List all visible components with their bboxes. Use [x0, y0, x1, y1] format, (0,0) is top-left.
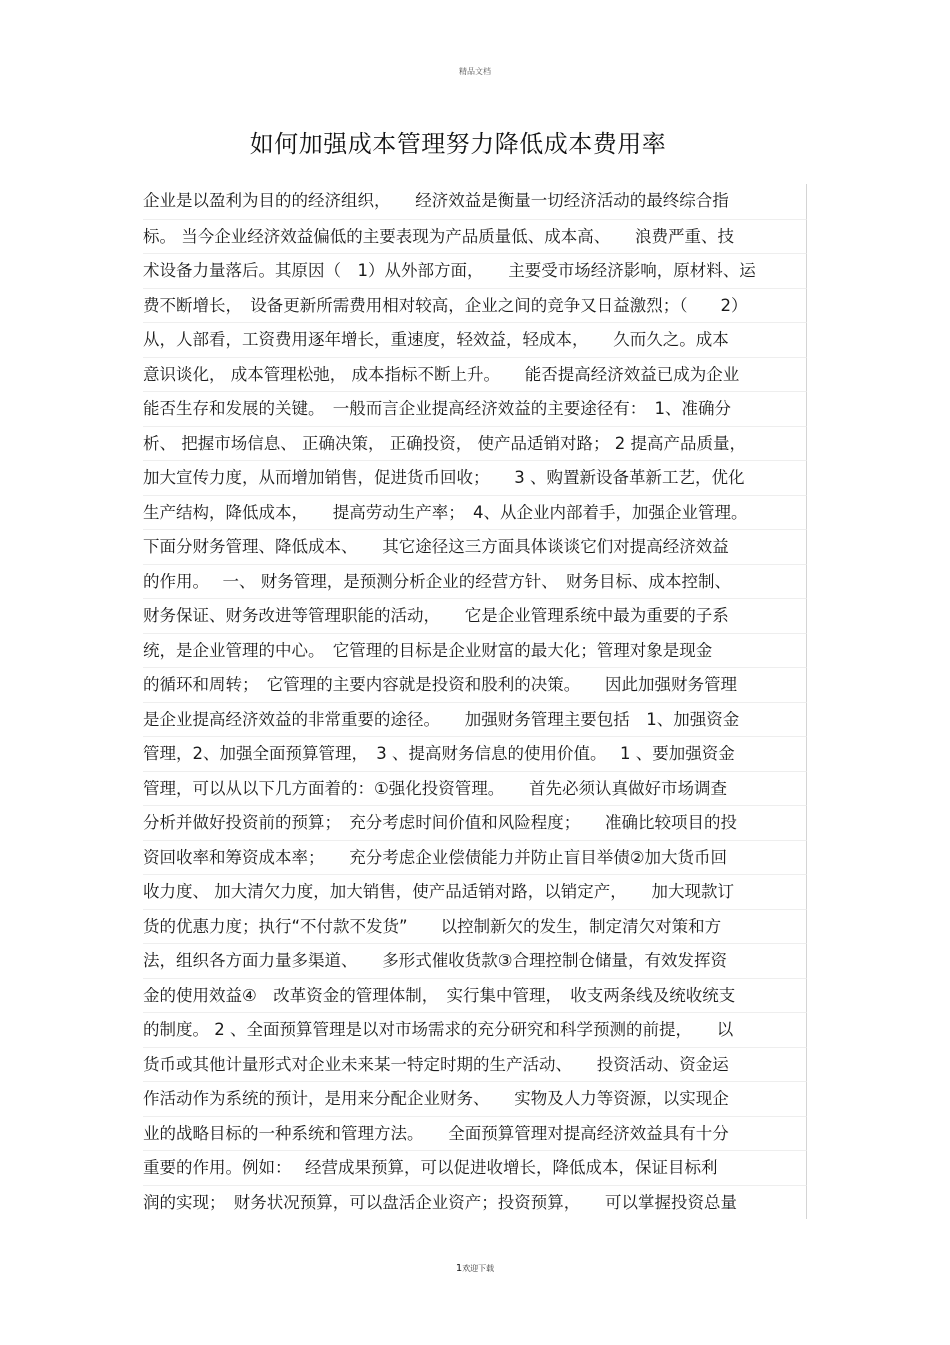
- body-line: 收力度、 加大清欠力度，加大销售，使产品适销对路，以销定产， 加大现款订: [143, 874, 807, 909]
- body-line: 财务保证、财务改进等管理职能的活动， 它是企业管理系统中最为重要的子系: [143, 598, 807, 633]
- body-line: 的制度。 2 、全面预算管理是以对市场需求的充分研究和科学预测的前提， 以: [143, 1012, 807, 1047]
- body-line: 从，人部看，工资费用逐年增长，重速度，轻效益，轻成本， 久而久之。成本: [143, 322, 807, 357]
- body-line: 管理，可以从以下几方面着的：①强化投资管理。 首先必须认真做好市场调查: [143, 771, 807, 806]
- body-line: 标。 当今企业经济效益偏低的主要表现为产品质量低、成本高、 浪费严重、技: [143, 219, 807, 254]
- body-line: 管理，2、加强全面预算管理， 3 、提高财务信息的使用价值。 1 、要加强资金: [143, 736, 807, 771]
- body-line: 重要的作用。例如： 经营成果预算，可以促进收增长，降低成本，保证目标利: [143, 1150, 807, 1185]
- body-line: 法，组织各方面力量多渠道、 多形式催收货款③合理控制仓储量，有效发挥资: [143, 943, 807, 978]
- body-line: 是企业提高经济效益的非常重要的途径。 加强财务管理主要包括 1、加强资金: [143, 702, 807, 737]
- body-line: 加大宣传力度，从而增加销售，促进货币回收； 3 、购置新设备革新工艺，优化: [143, 460, 807, 495]
- document-body: [143, 184, 807, 1219]
- body-line: 货的优惠力度；执行“不付款不发货” 以控制新欠的发生，制定清欠对策和方: [143, 909, 807, 944]
- body-line: 意识谈化， 成本管理松弛， 成本指标不断上升。 能否提高经济效益已成为企业: [143, 357, 807, 392]
- body-line: 润的实现； 财务状况预算，可以盘活企业资产；投资预算， 可以掌握投资总量: [143, 1185, 807, 1220]
- document-title: 如何加强成本管理努力降低成本费用率: [249, 130, 667, 158]
- footer-label: 欢迎下载: [462, 1264, 495, 1273]
- page-number: 1: [455, 1263, 463, 1274]
- body-line: 生产结构，降低成本， 提高劳动生产率； 4、从企业内部着手，加强企业管理。: [143, 495, 807, 530]
- body-line: 术设备力量落后。其原因（ 1）从外部方面， 主要受市场经济影响，原材料、运: [143, 253, 807, 288]
- body-line: 企业是以盈利为目的的经济组织， 经济效益是衡量一切经济活动的最终综合指: [143, 184, 807, 219]
- body-line: 货币或其他计量形式对企业未来某一特定时期的生产活动、 投资活动、资金运: [143, 1047, 807, 1082]
- header-watermark: 精品文档: [459, 67, 491, 76]
- body-line: 统，是企业管理的中心。 它管理的目标是企业财富的最大化；管理对象是现金: [143, 633, 807, 668]
- body-line: 作活动作为系统的预计，是用来分配企业财务、 实物及人力等资源，以实现企: [143, 1081, 807, 1116]
- body-line: 业的战略目标的一种系统和管理方法。 全面预算管理对提高经济效益具有十分: [143, 1116, 807, 1151]
- body-line: 下面分财务管理、降低成本、 其它途径这三方面具体谈谈它们对提高经济效益: [143, 529, 807, 564]
- body-line: 的作用。 一、 财务管理，是预测分析企业的经营方针、 财务目标、成本控制、: [143, 564, 807, 599]
- body-line: 能否生存和发展的关键。 一般而言企业提高经济效益的主要途径有： 1、准确分: [143, 391, 807, 426]
- body-line: 析、 把握市场信息、 正确决策， 正确投资， 使产品适销对路； 2 提高产品质量，: [143, 426, 807, 461]
- body-line: 的循环和周转； 它管理的主要内容就是投资和股利的决策。 因此加强财务管理: [143, 667, 807, 702]
- body-line: 费不断增长， 设备更新所需费用相对较高，企业之间的竞争又日益激烈；（ 2）: [143, 288, 807, 323]
- body-line: 分析并做好投资前的预算； 充分考虑时间价值和风险程度； 准确比较项目的投: [143, 805, 807, 840]
- body-line: 资回收率和筹资成本率； 充分考虑企业偿债能力并防止盲目举债②加大货币回: [143, 840, 807, 875]
- body-line: 金的使用效益④ 改革资金的管理体制， 实行集中管理， 收支两条线及统收统支: [143, 978, 807, 1013]
- page-footer: [0, 1263, 950, 1274]
